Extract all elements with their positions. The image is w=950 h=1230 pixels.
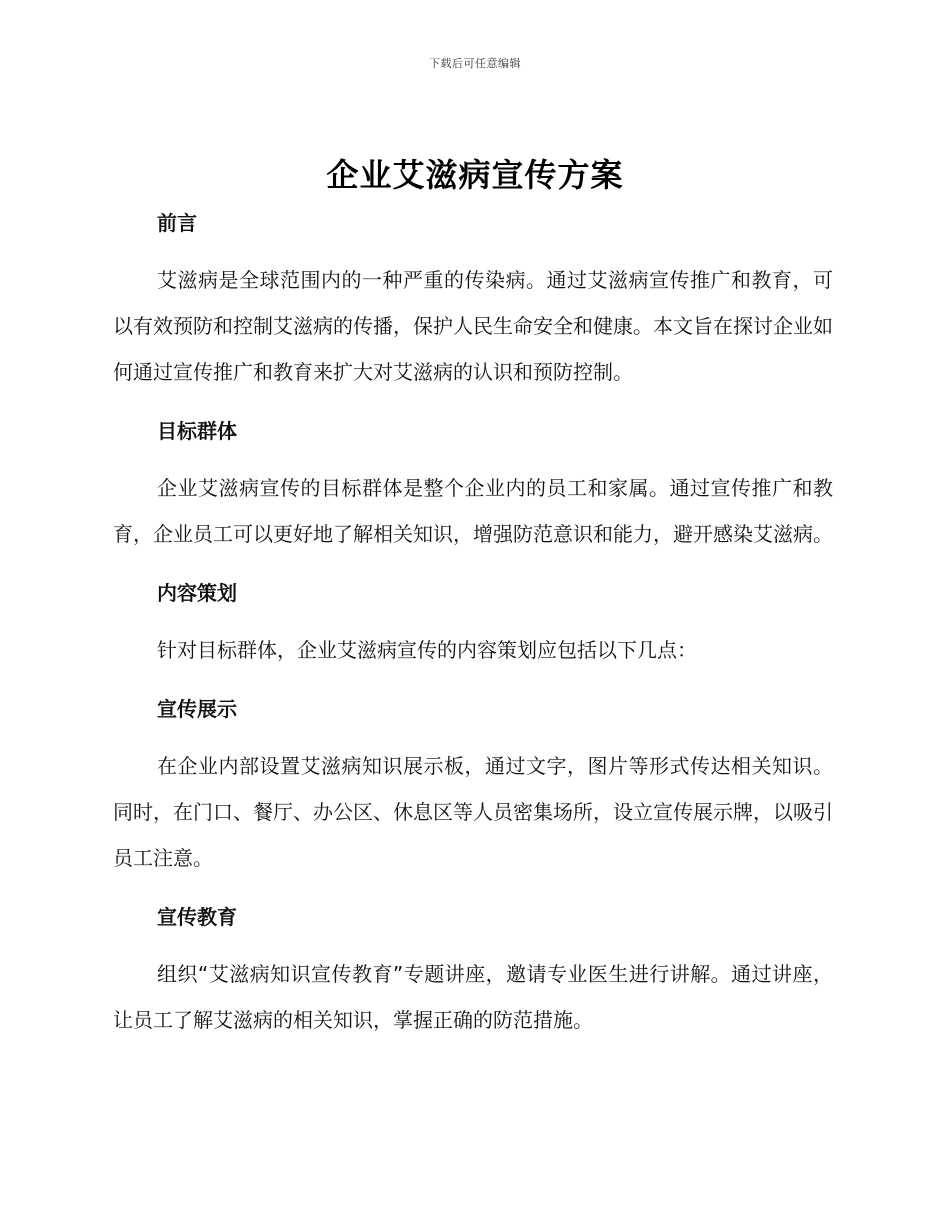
section-preface	[113, 203, 833, 411]
section-paragraph: 在企业内部设置艾滋病知识展示板，通过文字，图片等形式传达相关知识。同时，在门口、餐厅、办公区、休息区等人员密集场所，设立宣传展示牌，以吸引员工注意。	[113, 754, 833, 870]
section-education	[113, 897, 833, 1043]
section-heading: 内容策划	[157, 581, 237, 605]
section-display	[113, 689, 833, 897]
section-heading: 宣传展示	[157, 697, 237, 721]
section-paragraph: 企业艾滋病宣传的目标群体是整个企业内的员工和家属。通过宣传推广和教育，企业员工可以更好地了解相关知识，增强防范意识和能力，避开感染艾滋病。	[113, 476, 833, 546]
section-heading: 前言	[157, 211, 197, 235]
document-body	[113, 203, 833, 1043]
section-target-group	[113, 411, 833, 573]
section-paragraph: 针对目标群体，企业艾滋病宣传的内容策划应包括以下几点：	[157, 638, 697, 662]
section-heading: 宣传教育	[157, 905, 237, 929]
section-paragraph: 组织“艾滋病知识宣传教育”专题讲座，邀请专业医生进行讲解。通过讲座，让员工了解艾滋病的相关知识，掌握正确的防范措施。	[113, 962, 833, 1032]
document-title: 企业艾滋病宣传方案	[326, 156, 624, 194]
section-content-planning	[113, 573, 833, 689]
section-heading: 目标群体	[157, 419, 237, 443]
header-note: 下载后可任意编辑	[429, 57, 521, 70]
section-paragraph: 艾滋病是全球范围内的一种严重的传染病。通过艾滋病宣传推广和教育，可以有效预防和控制艾滋病的传播，保护人民生命安全和健康。本文旨在探讨企业如何通过宣传推广和教育来扩大对艾滋病的认识和预防控制。	[113, 268, 833, 384]
